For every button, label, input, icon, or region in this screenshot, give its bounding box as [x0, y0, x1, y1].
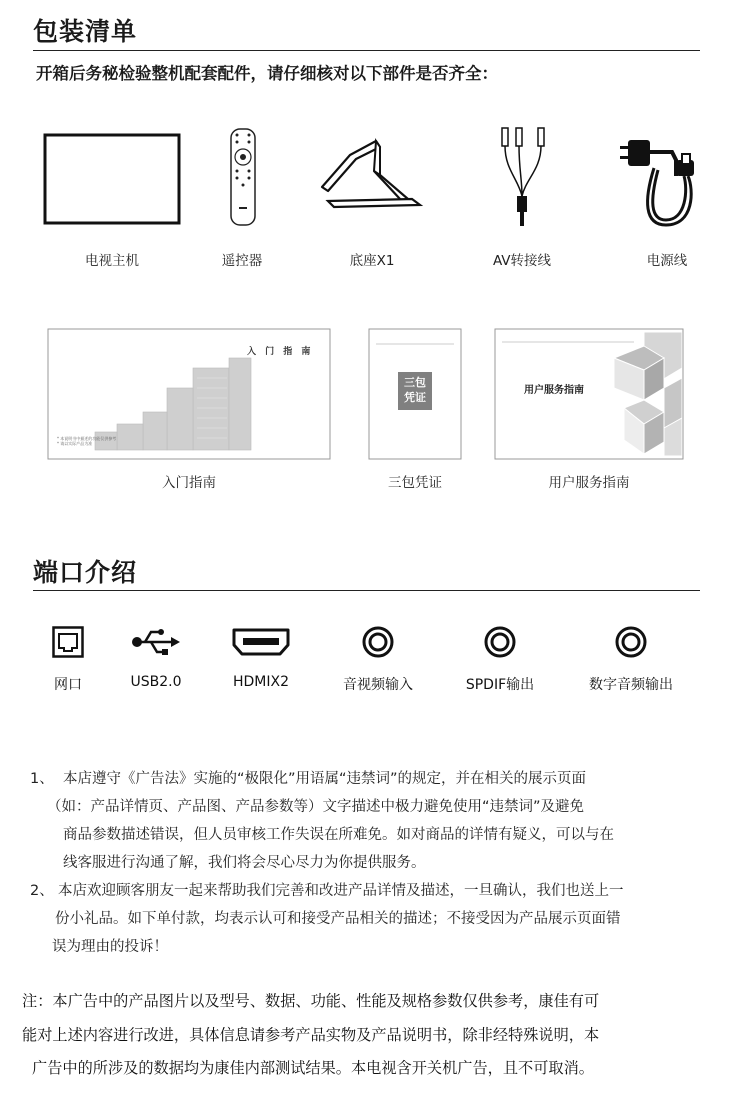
tv-icon — [43, 133, 181, 225]
ports-section-title: 端口介绍 — [33, 558, 138, 587]
quick-start-guide-small-text: * 本说明书中描述的功能仅供参考 * 请以实际产品为准 — [57, 436, 117, 446]
packing-item-label: 底座X1 — [349, 253, 395, 269]
port-label: USB2.0 — [130, 674, 182, 690]
spdif-port-icon — [484, 626, 516, 658]
note-2 — [30, 877, 710, 961]
packing-subtitle: 开箱后务秘检验整机配套配件，请仔细核对以下部件是否齐全： — [36, 64, 498, 83]
port-label: HDMIX2 — [232, 674, 289, 690]
packing-item-label: 遥控器 — [221, 253, 263, 269]
port-av-input — [343, 626, 413, 693]
note-line: （如：产品详情页、产品图、产品参数等）文字描述中极力避免使用“违禁词”及避免 — [47, 799, 585, 815]
doc-label: 三包凭证 — [388, 475, 442, 491]
packing-item-label: 电视主机 — [85, 253, 139, 269]
doc-warranty-card — [368, 328, 462, 493]
user-service-guide-icon — [494, 328, 684, 460]
packing-item-tv — [43, 133, 181, 273]
disclaimer-line: 广告中的所涉及的数据均为康佳内部测试结果。本电视含开关机广告，且不可取消。 — [32, 1059, 594, 1077]
disclaimer-line: 注：本广告中的产品图片以及型号、数据、功能、性能及规格参数仅供参考，康佳有可 — [22, 992, 600, 1010]
quick-start-guide-cover-title: 入 门 指 南 — [247, 347, 314, 357]
doc-label: 入门指南 — [162, 475, 216, 491]
warranty-card-cover-text-1: 三包 — [404, 376, 426, 389]
doc-quick-start-guide — [47, 328, 331, 493]
note-number: 1、 — [30, 771, 54, 787]
remote-icon — [197, 127, 287, 227]
port-label: 数字音频输出 — [589, 677, 673, 693]
ports-title-divider — [33, 590, 700, 591]
port-hdmi — [232, 627, 290, 690]
digital-audio-port-icon — [615, 626, 647, 658]
stand-icon — [318, 133, 426, 213]
ethernet-port-icon — [52, 626, 84, 658]
port-label: 网口 — [54, 677, 82, 693]
user-service-guide-cover-title: 用户服务指南 — [524, 385, 584, 396]
packing-item-stand — [318, 133, 426, 273]
note-line: 份小礼品。如下单付款，均表示认可和接受产品相关的描述；不接受因为产品展示页面错 — [55, 911, 621, 927]
packing-item-av-cable — [470, 124, 574, 273]
port-usb — [130, 626, 182, 690]
note-line: 商品参数描述错误，但人员审核工作失误在所难免。如对商品的详情有疑义，可以与在 — [63, 827, 614, 843]
usb-icon — [131, 626, 181, 658]
note-1 — [30, 765, 710, 877]
port-digital-audio — [589, 626, 673, 693]
doc-user-service-guide — [494, 328, 684, 493]
note-line: 线客服进行沟通了解，我们将会尽心尽力为你提供服务。 — [63, 855, 426, 871]
hdmi-port-icon — [232, 627, 290, 657]
port-spdif — [465, 626, 535, 693]
note-line: 误为理由的投诉！ — [52, 939, 168, 955]
av-input-port-icon — [362, 626, 394, 658]
packing-item-power-cord — [614, 130, 720, 273]
note-line: 本店遵守《广告法》实施的“极限化”用语属“违禁词”的规定，并在相关的展示页面 — [63, 771, 587, 787]
warranty-card-cover-text-2: 凭证 — [404, 391, 426, 404]
packing-item-label: 电源线 — [646, 253, 688, 269]
packing-item-label: AV转接线 — [492, 253, 552, 269]
doc-label: 用户服务指南 — [548, 475, 630, 491]
disclaimer — [22, 985, 712, 1086]
packing-title-divider — [33, 50, 700, 51]
disclaimer-line: 能对上述内容进行改进，具体信息请参考产品实物及产品说明书，除非经特殊说明，本 — [22, 1025, 600, 1044]
port-label: SPDIF输出 — [465, 677, 535, 693]
av-cable-icon — [470, 124, 574, 234]
port-ethernet — [52, 626, 84, 693]
packing-item-remote — [197, 127, 287, 273]
store-notes — [30, 765, 710, 961]
note-number: 2、 — [30, 883, 54, 899]
power-cord-icon — [614, 130, 720, 230]
note-line: 本店欢迎顾客朋友一起来帮助我们完善和改进产品详情及描述，一旦确认，我们也送上一 — [58, 883, 624, 899]
packing-section-title: 包装清单 — [33, 17, 138, 46]
port-label: 音视频输入 — [343, 677, 413, 693]
